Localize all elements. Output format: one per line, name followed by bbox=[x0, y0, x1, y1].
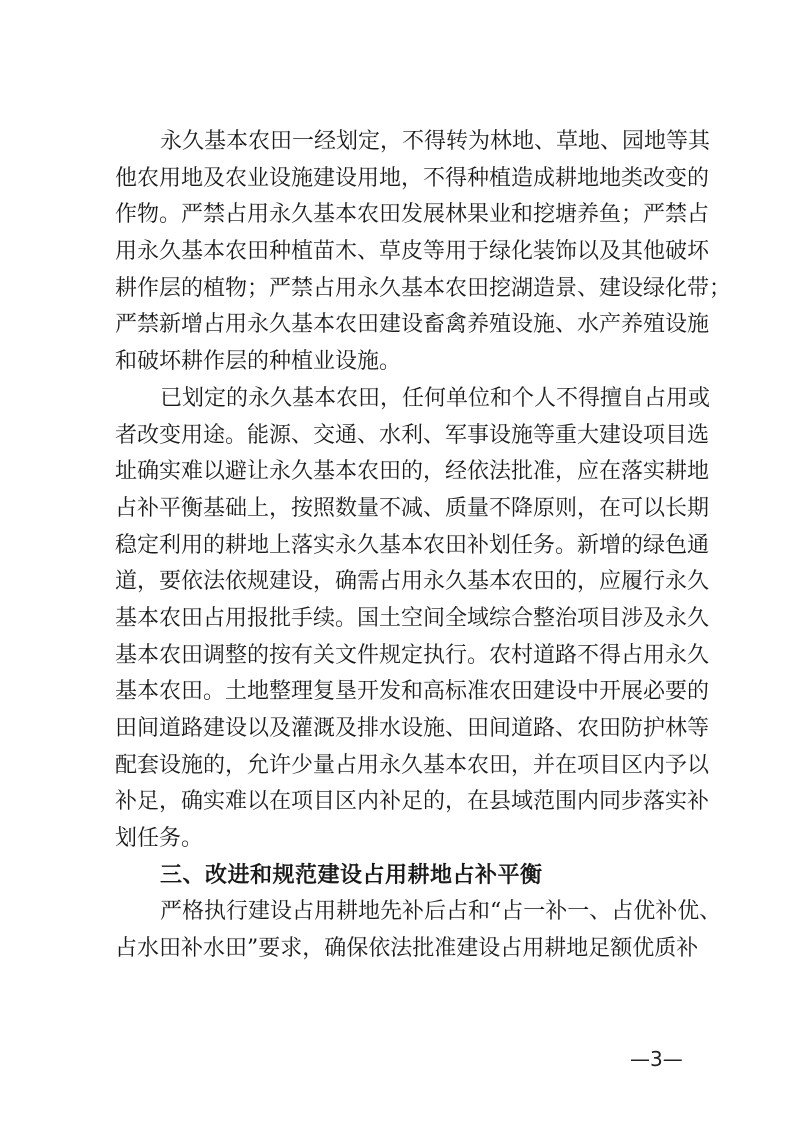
text-line: 作物。严禁占用永久基本农田发展林果业和挖塘养鱼；严禁占 bbox=[115, 202, 710, 228]
text-line: 址确实难以避让永久基本农田的，经依法批准，应在落实耕地 bbox=[115, 459, 710, 485]
text-line: 基本农田调整的按有关文件规定执行。农村道路不得占用永久 bbox=[115, 642, 710, 668]
text-line: 严禁新增占用永久基本农田建设畜禽养殖设施、水产养殖设施 bbox=[115, 312, 710, 338]
text-line: 道，要依法依规建设，确需占用永久基本农田的，应履行永久 bbox=[115, 569, 710, 595]
text-line: 和破坏耕作层的种植业设施。 bbox=[115, 349, 402, 375]
section-heading: 三、改进和规范建设占用耕地占补平衡 bbox=[160, 862, 543, 888]
text-line: 稳定利用的耕地上落实永久基本农田补划任务。新增的绿色通 bbox=[115, 532, 710, 558]
text-line: 田间道路建设以及灌溉及排水设施、田间道路、农田防护林等 bbox=[115, 716, 710, 741]
text-line: 耕作层的植物；严禁占用永久基本农田挖湖造景、建设绿化带； bbox=[115, 275, 732, 301]
page-number: —3— bbox=[630, 1047, 683, 1071]
text-line: 已划定的永久基本农田，任何单位和个人不得擅自占用或 bbox=[160, 385, 711, 411]
text-line: 配套设施的，允许少量占用永久基本农田，并在项目区内予以 bbox=[115, 752, 710, 778]
text-line: 基本农田占用报批手续。国土空间全域综合整治项目涉及永久 bbox=[115, 605, 710, 631]
paragraph bbox=[115, 124, 732, 381]
text-line: 永久基本农田一经划定，不得转为林地、草地、园地等其 bbox=[160, 129, 711, 154]
text-line: 占水田补水田”要求，确保依法批准建设占用耕地足额优质补 bbox=[115, 936, 699, 962]
text-line: 划任务。 bbox=[115, 826, 204, 852]
document-page bbox=[115, 124, 732, 968]
text-line: 严格执行建设占用耕地先补后占和“占一补一、占优补优、 bbox=[160, 899, 722, 925]
text-line: 占补平衡基础上，按照数量不减、质量不降原则，在可以长期 bbox=[115, 495, 710, 521]
text-line: 用永久基本农田种植苗木、草皮等用于绿化装饰以及其他破坏 bbox=[115, 239, 710, 265]
paragraph bbox=[115, 894, 722, 967]
text-line: 补足，确实难以在项目区内补足的，在县域范围内同步落实补 bbox=[115, 789, 710, 815]
text-line: 他农用地及农业设施建设用地，不得种植造成耕地地类改变的 bbox=[115, 165, 710, 191]
text-line: 者改变用途。能源、交通、水利、军事设施等重大建设项目选 bbox=[115, 422, 710, 448]
text-line: 基本农田。土地整理复垦开发和高标准农田建设中开展必要的 bbox=[115, 679, 710, 705]
paragraph bbox=[115, 381, 711, 858]
